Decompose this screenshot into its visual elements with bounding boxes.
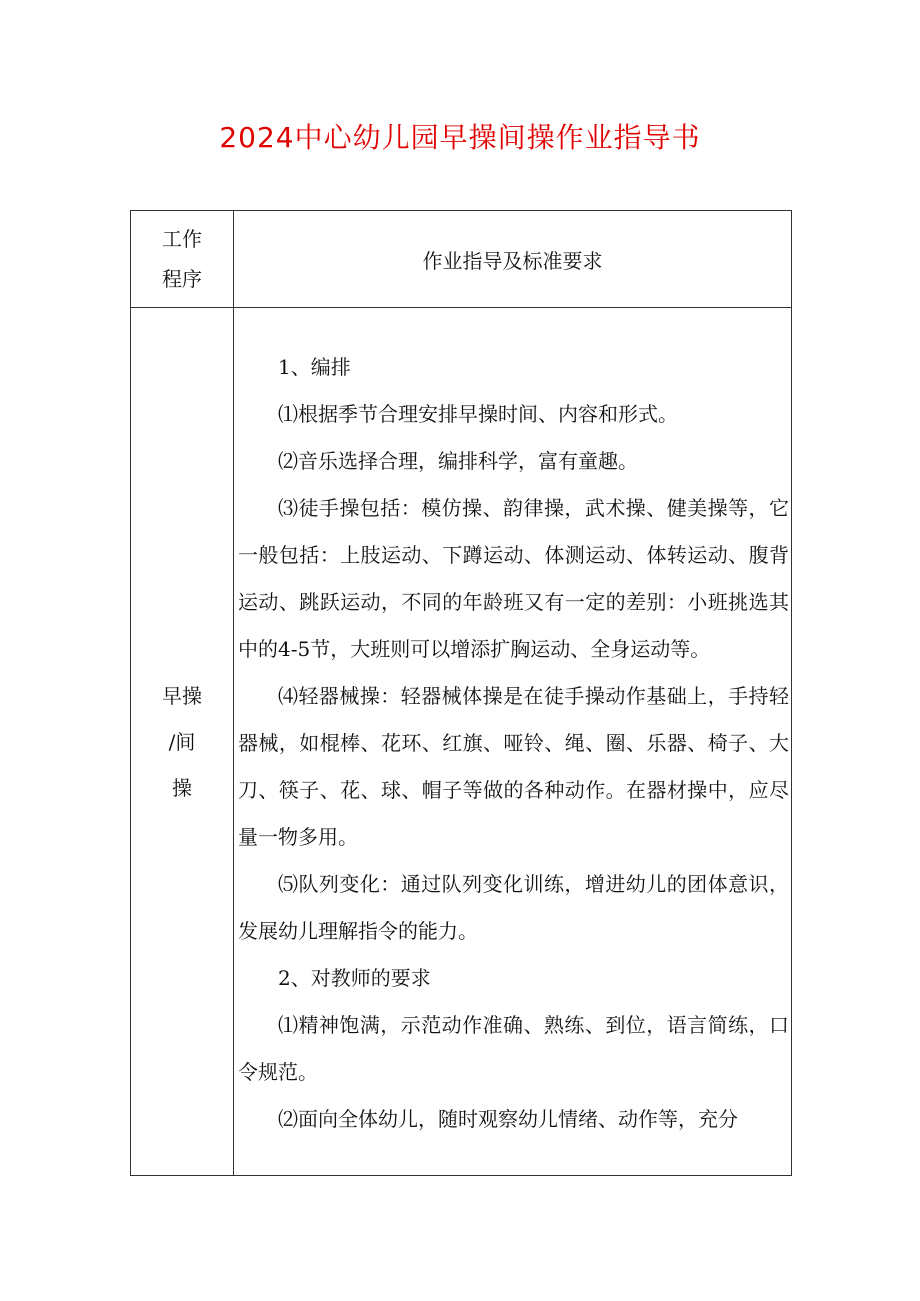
paragraph-item: ⑵面向全体幼儿，随时观察幼儿情绪、动作等，充分 bbox=[278, 1107, 738, 1131]
paragraph-item: ⑶徒手操包括：模仿操、韵律操，武术操、健美操等，它一般包括：上肢运动、下蹲运动、体测运动、体转运动、腹背运动、跳跃运动，不同的年龄班又有一定的差别：小班挑选其中的4-5节，大班则可以增添扩胸运动、全身运动等。 bbox=[238, 496, 789, 661]
header-procedure-line2: 程序 bbox=[162, 267, 202, 291]
requirements-content-cell bbox=[234, 308, 792, 1176]
paragraph-item: ⑵音乐选择合理，编排科学，富有童趣。 bbox=[278, 449, 638, 473]
document-title: 2024中心幼儿园早操间操作业指导书 bbox=[219, 121, 701, 154]
procedure-name-line1: 早操 bbox=[162, 683, 202, 708]
procedure-name-line3: 操 bbox=[172, 775, 192, 800]
procedure-name-cell bbox=[131, 308, 234, 1176]
table-header-row bbox=[131, 211, 792, 308]
table-body-row bbox=[131, 308, 792, 1176]
header-requirements-cell: 作业指导及标准要求 bbox=[234, 211, 792, 308]
paragraph-item: ⑸队列变化：通过队列变化训练，增进幼儿的团体意识，发展幼儿理解指令的能力。 bbox=[238, 872, 789, 943]
header-procedure-cell bbox=[131, 211, 234, 308]
guidance-table bbox=[130, 210, 792, 1176]
procedure-name-line2: /间 bbox=[168, 729, 196, 754]
section-heading-arrangement: 1、编排 bbox=[278, 355, 351, 379]
header-procedure-line1: 工作 bbox=[162, 227, 202, 251]
paragraph-item: ⑴根据季节合理安排早操时间、内容和形式。 bbox=[278, 402, 678, 426]
section-heading-teacher-requirements: 2、对教师的要求 bbox=[278, 966, 431, 990]
paragraph-item: ⑴精神饱满，示范动作准确、熟练、到位，语言简练，口令规范。 bbox=[238, 1013, 789, 1084]
paragraph-item: ⑷轻器械操：轻器械体操是在徒手操动作基础上，手持轻器械，如棍棒、花环、红旗、哑铃、绳、圈、乐器、椅子、大刀、筷子、花、球、帽子等做的各种动作。在器材操中，应尽量一物多用。 bbox=[238, 684, 789, 849]
